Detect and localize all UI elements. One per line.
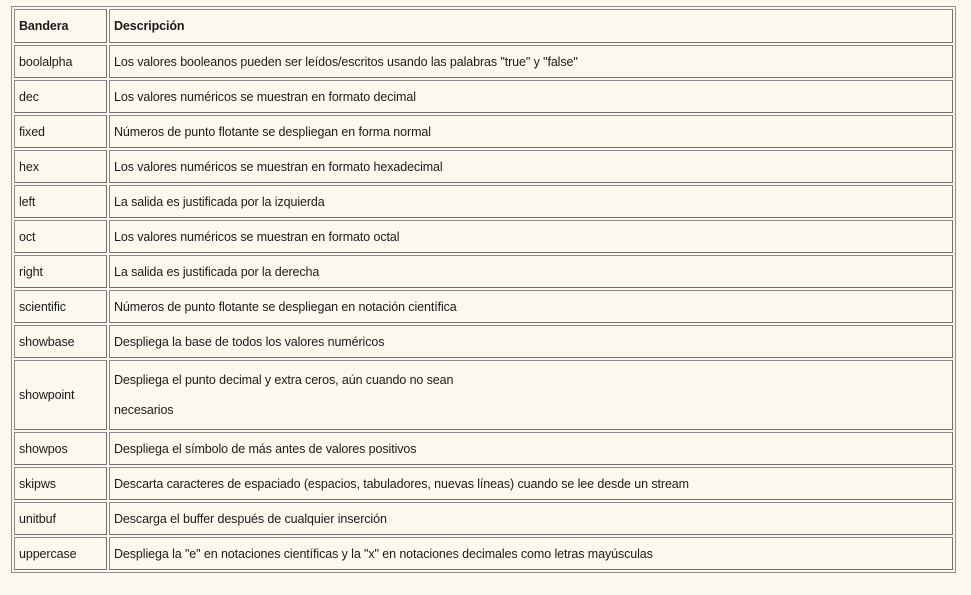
flag-cell: fixed xyxy=(14,115,107,148)
description-line: Despliega la "e" en notaciones científicas y la "x" en notaciones decimales como letras mayúsculas xyxy=(114,546,653,561)
table-body xyxy=(14,45,953,570)
description-cell xyxy=(109,502,953,535)
table-row xyxy=(14,45,953,78)
flag-cell: unitbuf xyxy=(14,502,107,535)
table-row xyxy=(14,255,953,288)
description-cell xyxy=(109,80,953,113)
table-row xyxy=(14,150,953,183)
description-line: Despliega la base de todos los valores numéricos xyxy=(114,334,385,349)
description-cell xyxy=(109,255,953,288)
description-line: La salida es justificada por la derecha xyxy=(114,264,320,279)
flag-cell: uppercase xyxy=(14,537,107,570)
table-row xyxy=(14,290,953,323)
description-line: Descarta caracteres de espaciado (espacios, tabuladores, nuevas líneas) cuando se lee desde un stream xyxy=(114,476,689,491)
flag-cell: showpoint xyxy=(14,360,107,430)
flag-cell: oct xyxy=(14,220,107,253)
table-row xyxy=(14,80,953,113)
table-row xyxy=(14,360,953,430)
description-cell xyxy=(109,45,953,78)
description-cell xyxy=(109,185,953,218)
description-cell xyxy=(109,360,953,430)
table-row xyxy=(14,502,953,535)
description-cell xyxy=(109,115,953,148)
flags-table xyxy=(11,6,956,573)
flag-cell: scientific xyxy=(14,290,107,323)
flag-cell: showbase xyxy=(14,325,107,358)
table-row xyxy=(14,115,953,148)
flag-cell: boolalpha xyxy=(14,45,107,78)
table-row xyxy=(14,185,953,218)
description-line: Números de punto flotante se despliegan en notación científica xyxy=(114,299,457,314)
table-row xyxy=(14,325,953,358)
description-cell xyxy=(109,290,953,323)
description-line: Los valores booleanos pueden ser leídos/escritos usando las palabras "true" y "false" xyxy=(114,54,578,69)
description-line: Los valores numéricos se muestran en formato decimal xyxy=(114,89,416,104)
description-cell xyxy=(109,537,953,570)
description-cell xyxy=(109,325,953,358)
header-description: Descripción xyxy=(109,9,953,43)
table-row xyxy=(14,537,953,570)
description-cell xyxy=(109,432,953,465)
description-line: Los valores numéricos se muestran en formato hexadecimal xyxy=(114,159,443,174)
description-cell xyxy=(109,150,953,183)
header-flag: Bandera xyxy=(14,9,107,43)
table-row xyxy=(14,432,953,465)
table-row xyxy=(14,467,953,500)
description-cell xyxy=(109,220,953,253)
description-line: Números de punto flotante se despliegan en forma normal xyxy=(114,124,431,139)
description-line: necesarios xyxy=(114,403,174,417)
table-header-row xyxy=(14,9,953,43)
flag-cell: left xyxy=(14,185,107,218)
flag-cell: skipws xyxy=(14,467,107,500)
flag-cell: showpos xyxy=(14,432,107,465)
description-line: Descarga el buffer después de cualquier inserción xyxy=(114,511,387,526)
description-line: La salida es justificada por la izquierda xyxy=(114,194,325,209)
flag-cell: right xyxy=(14,255,107,288)
description-line: Los valores numéricos se muestran en formato octal xyxy=(114,229,400,244)
flag-cell: hex xyxy=(14,150,107,183)
flag-cell: dec xyxy=(14,80,107,113)
flags-table-container xyxy=(11,6,956,573)
description-cell xyxy=(109,467,953,500)
description-line: Despliega el símbolo de más antes de valores positivos xyxy=(114,441,417,456)
description-line: Despliega el punto decimal y extra ceros, aún cuando no sean xyxy=(114,373,454,387)
table-row xyxy=(14,220,953,253)
